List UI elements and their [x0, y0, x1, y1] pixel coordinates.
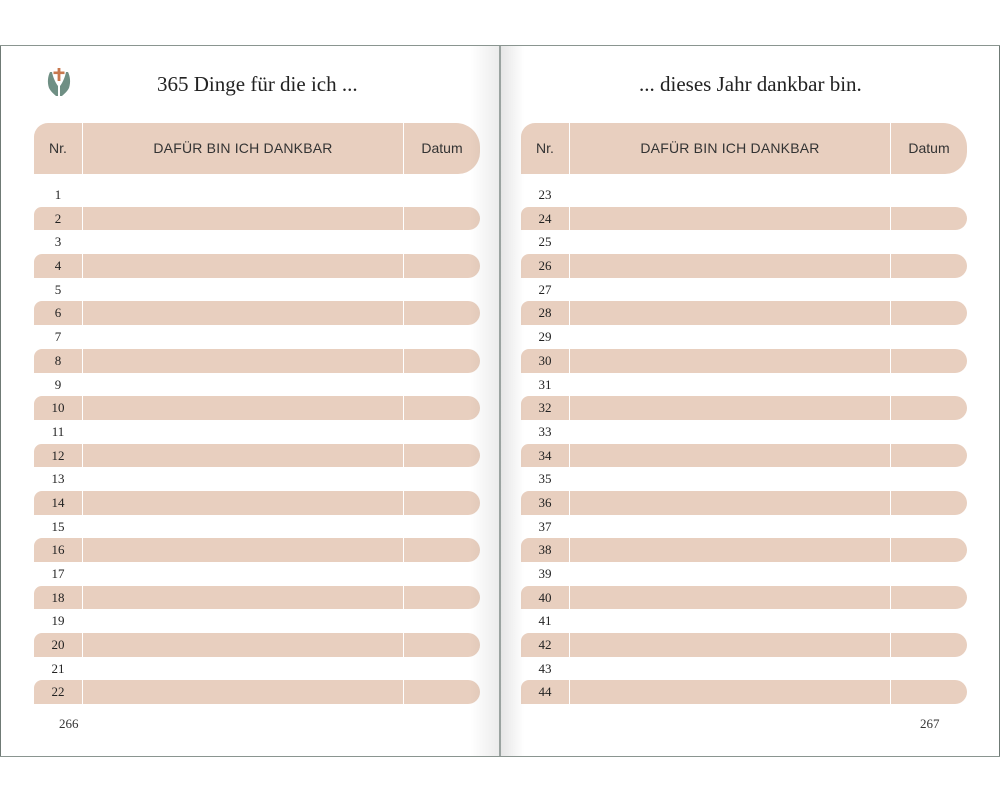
- table-row: [521, 491, 967, 515]
- table-row: [521, 420, 967, 444]
- table-row: [521, 278, 967, 302]
- table-row: [521, 396, 967, 420]
- gratitude-table: [521, 123, 967, 704]
- table-row: [521, 444, 967, 468]
- table-row: [521, 586, 967, 610]
- row-number: 28: [538, 305, 552, 321]
- table-row: [34, 325, 480, 349]
- table-row: [521, 325, 967, 349]
- table-row: [34, 230, 480, 254]
- table-row: [34, 278, 480, 302]
- table-row: [521, 680, 967, 704]
- table-row: [521, 183, 967, 207]
- row-number: 35: [538, 471, 552, 487]
- row-number: 15: [51, 518, 65, 534]
- row-number: 18: [51, 589, 65, 605]
- row-number: 26: [538, 258, 552, 274]
- table-row: [34, 373, 480, 397]
- row-number: 14: [51, 494, 65, 510]
- row-number: 8: [54, 352, 62, 368]
- row-number: 37: [538, 518, 552, 534]
- row-number: 10: [51, 400, 65, 416]
- row-number: 34: [538, 447, 552, 463]
- row-number: 29: [538, 329, 552, 345]
- header-nr: Nr.: [49, 140, 67, 156]
- table-row: [521, 538, 967, 562]
- table-row: [521, 657, 967, 681]
- row-number: 21: [51, 660, 65, 676]
- table-row: [34, 183, 480, 207]
- table-row: [521, 207, 967, 231]
- row-number: 42: [538, 637, 552, 653]
- row-number: 1: [54, 187, 62, 202]
- table-rows: [521, 183, 967, 704]
- table-row: [34, 562, 480, 586]
- book-spread: [0, 45, 1000, 757]
- table-row: [34, 349, 480, 373]
- left-page: [0, 46, 500, 756]
- table-row: [521, 254, 967, 278]
- row-number: 5: [54, 281, 62, 297]
- row-number: 38: [538, 542, 552, 558]
- header-gratitude: DAFÜR BIN ICH DANKBAR: [640, 140, 820, 156]
- row-number: 32: [538, 400, 552, 416]
- table-row: [34, 301, 480, 325]
- header-nr: Nr.: [536, 140, 554, 156]
- table-row: [34, 515, 480, 539]
- row-number: 9: [54, 376, 62, 392]
- row-number: 13: [51, 471, 65, 487]
- row-number: 20: [51, 637, 65, 653]
- row-number: 27: [538, 281, 552, 297]
- row-number: 2: [54, 210, 62, 226]
- table-row: [521, 230, 967, 254]
- row-number: 44: [538, 684, 552, 700]
- row-number: 4: [54, 258, 62, 274]
- table-row: [34, 396, 480, 420]
- row-number: 19: [51, 613, 65, 629]
- table-row: [521, 467, 967, 491]
- row-number: 6: [54, 305, 62, 321]
- row-number: 31: [538, 376, 552, 392]
- page-number: 266: [59, 716, 79, 731]
- table-header: [34, 123, 480, 174]
- row-number: 16: [51, 542, 65, 558]
- table-row: [34, 538, 480, 562]
- table-row: [34, 657, 480, 681]
- gratitude-table: [34, 123, 480, 704]
- row-number: 40: [538, 589, 552, 605]
- page-number: 267: [920, 716, 940, 731]
- row-number: 30: [538, 352, 552, 368]
- table-row: [34, 680, 480, 704]
- header-date: Datum: [908, 140, 950, 156]
- header-gratitude: DAFÜR BIN ICH DANKBAR: [153, 140, 333, 156]
- right-page: [500, 46, 1000, 756]
- header-date: Datum: [421, 140, 463, 156]
- row-number: 12: [51, 447, 65, 463]
- row-number: 7: [54, 329, 62, 345]
- row-number: 24: [538, 210, 552, 226]
- page-title: ... dieses Jahr dankbar bin.: [639, 72, 862, 96]
- row-number: 36: [538, 494, 552, 510]
- table-row: [34, 467, 480, 491]
- table-row: [521, 373, 967, 397]
- table-row: [34, 207, 480, 231]
- row-number: 33: [538, 423, 552, 439]
- table-row: [34, 491, 480, 515]
- row-number: 17: [51, 566, 65, 581]
- table-row: [34, 420, 480, 444]
- table-rows: [34, 183, 480, 704]
- table-row: [521, 515, 967, 539]
- praying-hands-cross-icon: [41, 64, 77, 100]
- table-row: [34, 633, 480, 657]
- row-number: 22: [51, 684, 65, 700]
- table-row: [521, 349, 967, 373]
- table-row: [34, 609, 480, 633]
- table-row: [34, 586, 480, 610]
- table-row: [521, 609, 967, 633]
- table-row: [34, 444, 480, 468]
- page-title: 365 Dinge für die ich ...: [157, 72, 358, 96]
- table-row: [521, 301, 967, 325]
- row-number: 39: [538, 566, 552, 581]
- row-number: 23: [538, 187, 552, 202]
- book-spine: [499, 46, 501, 756]
- table-row: [34, 254, 480, 278]
- row-number: 41: [538, 613, 552, 629]
- row-number: 43: [538, 660, 552, 676]
- table-header: [521, 123, 967, 174]
- row-number: 3: [54, 234, 62, 250]
- table-row: [521, 633, 967, 657]
- row-number: 11: [51, 423, 65, 439]
- table-row: [521, 562, 967, 586]
- row-number: 25: [538, 234, 552, 250]
